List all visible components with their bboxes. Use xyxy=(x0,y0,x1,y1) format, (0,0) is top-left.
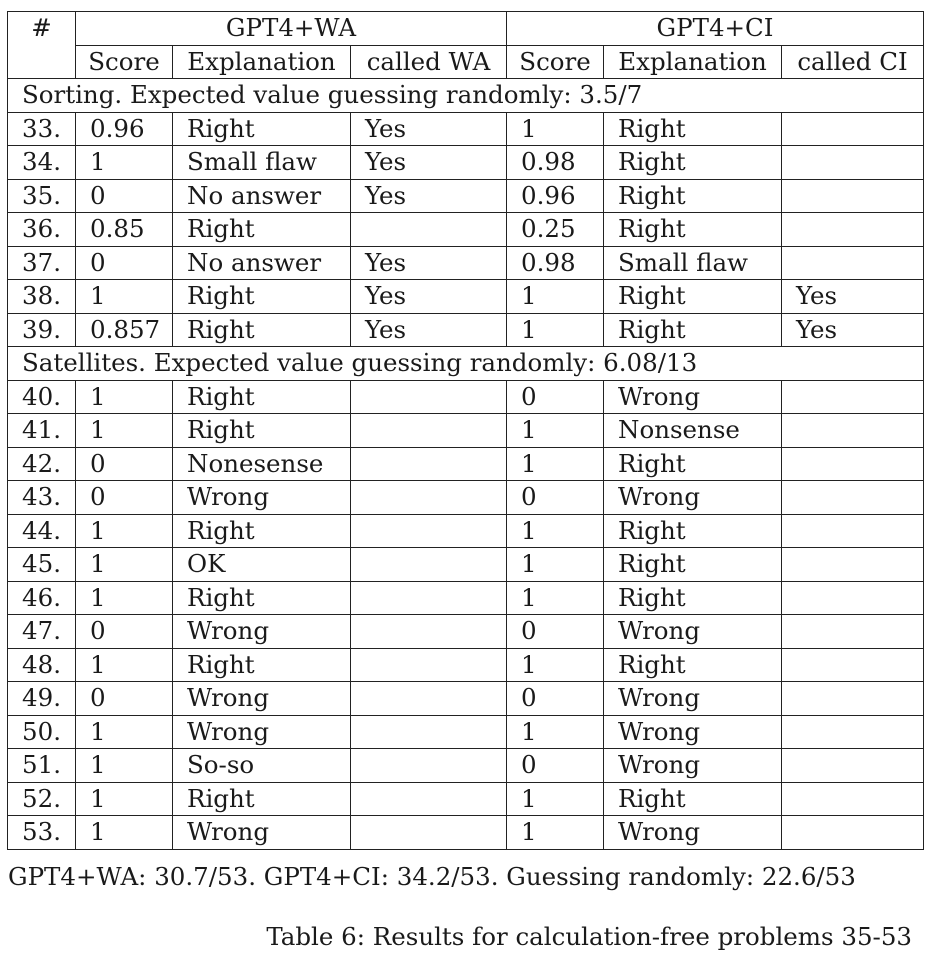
ci-called-cell xyxy=(782,514,924,548)
header-hash-spacer xyxy=(8,45,76,79)
ci-called-cell xyxy=(782,112,924,146)
wa-score-cell: 1 xyxy=(76,715,173,749)
table-row xyxy=(8,514,924,548)
ci-called-cell xyxy=(782,179,924,213)
wa-score-cell: 1 xyxy=(76,648,173,682)
summary-line: GPT4+WA: 30.7/53. GPT4+CI: 34.2/53. Guessing randomly: 22.6/53 xyxy=(8,862,856,891)
wa-score-cell: 0 xyxy=(76,682,173,716)
ci-score-cell: 0 xyxy=(507,481,604,515)
ci-called-cell xyxy=(782,481,924,515)
ci-explanation-cell: Nonsense xyxy=(604,414,782,448)
wa-score-cell: 0.85 xyxy=(76,213,173,247)
table-row xyxy=(8,715,924,749)
results-table-body xyxy=(8,79,924,850)
header-group-ci: GPT4+CI xyxy=(507,12,924,46)
ci-score-cell: 1 xyxy=(507,414,604,448)
table-row xyxy=(8,246,924,280)
ci-called-cell xyxy=(782,548,924,582)
ci-called-cell xyxy=(782,816,924,850)
ci-explanation-cell: Wrong xyxy=(604,481,782,515)
wa-score-cell: 0 xyxy=(76,447,173,481)
wa-score-cell: 1 xyxy=(76,816,173,850)
ci-called-cell: Yes xyxy=(782,280,924,314)
ci-explanation-cell: Right xyxy=(604,548,782,582)
row-number-cell: 42. xyxy=(8,447,76,481)
ci-called-cell xyxy=(782,581,924,615)
ci-score-cell: 1 xyxy=(507,447,604,481)
wa-called-cell: Yes xyxy=(351,146,507,180)
ci-score-cell: 0.98 xyxy=(507,246,604,280)
section-title: Satellites. Expected value guessing randomly: 6.08/13 xyxy=(8,347,924,381)
table-row xyxy=(8,146,924,180)
wa-explanation-cell: No answer xyxy=(173,246,351,280)
wa-explanation-cell: Nonesense xyxy=(173,447,351,481)
table-row xyxy=(8,749,924,783)
ci-called-cell xyxy=(782,146,924,180)
ci-explanation-cell: Wrong xyxy=(604,715,782,749)
wa-called-cell xyxy=(351,682,507,716)
wa-called-cell xyxy=(351,615,507,649)
wa-explanation-cell: Small flaw xyxy=(173,146,351,180)
row-number-cell: 40. xyxy=(8,380,76,414)
ci-called-cell xyxy=(782,414,924,448)
ci-score-cell: 0 xyxy=(507,749,604,783)
ci-score-cell: 0 xyxy=(507,380,604,414)
ci-explanation-cell: Right xyxy=(604,112,782,146)
table-row xyxy=(8,179,924,213)
row-number-cell: 37. xyxy=(8,246,76,280)
wa-explanation-cell: Right xyxy=(173,313,351,347)
row-number-cell: 47. xyxy=(8,615,76,649)
wa-score-cell: 1 xyxy=(76,514,173,548)
ci-score-cell: 0 xyxy=(507,682,604,716)
ci-score-cell: 1 xyxy=(507,548,604,582)
wa-explanation-cell: Right xyxy=(173,414,351,448)
ci-explanation-cell: Right xyxy=(604,280,782,314)
row-number-cell: 46. xyxy=(8,581,76,615)
table-row xyxy=(8,313,924,347)
header-ci-called: called CI xyxy=(782,45,924,79)
wa-called-cell xyxy=(351,414,507,448)
ci-explanation-cell: Wrong xyxy=(604,380,782,414)
ci-score-cell: 1 xyxy=(507,816,604,850)
ci-called-cell xyxy=(782,213,924,247)
table-caption: Table 6: Results for calculation-free problems 35-53 xyxy=(266,922,912,951)
wa-called-cell: Yes xyxy=(351,246,507,280)
header-wa-score: Score xyxy=(76,45,173,79)
wa-called-cell xyxy=(351,447,507,481)
section-title: Sorting. Expected value guessing randomly: 3.5/7 xyxy=(8,79,924,113)
wa-called-cell xyxy=(351,782,507,816)
row-number-cell: 53. xyxy=(8,816,76,850)
header-wa-called: called WA xyxy=(351,45,507,79)
ci-explanation-cell: Wrong xyxy=(604,816,782,850)
table-row xyxy=(8,447,924,481)
wa-score-cell: 1 xyxy=(76,414,173,448)
wa-called-cell xyxy=(351,481,507,515)
wa-called-cell xyxy=(351,213,507,247)
wa-called-cell xyxy=(351,715,507,749)
table-row xyxy=(8,782,924,816)
ci-explanation-cell: Small flaw xyxy=(604,246,782,280)
ci-score-cell: 0 xyxy=(507,615,604,649)
ci-called-cell: Yes xyxy=(782,313,924,347)
table-row xyxy=(8,816,924,850)
row-number-cell: 45. xyxy=(8,548,76,582)
header-hash: # xyxy=(8,12,76,46)
section-header-row xyxy=(8,79,924,113)
row-number-cell: 44. xyxy=(8,514,76,548)
ci-called-cell xyxy=(782,615,924,649)
table-row xyxy=(8,615,924,649)
wa-explanation-cell: Wrong xyxy=(173,481,351,515)
results-table-container xyxy=(7,11,923,850)
ci-score-cell: 0.96 xyxy=(507,179,604,213)
wa-called-cell: Yes xyxy=(351,280,507,314)
wa-score-cell: 0.96 xyxy=(76,112,173,146)
ci-called-cell xyxy=(782,447,924,481)
row-number-cell: 50. xyxy=(8,715,76,749)
table-row xyxy=(8,481,924,515)
wa-score-cell: 1 xyxy=(76,380,173,414)
wa-explanation-cell: OK xyxy=(173,548,351,582)
row-number-cell: 48. xyxy=(8,648,76,682)
wa-explanation-cell: Right xyxy=(173,280,351,314)
table-row xyxy=(8,648,924,682)
ci-explanation-cell: Right xyxy=(604,179,782,213)
row-number-cell: 41. xyxy=(8,414,76,448)
wa-explanation-cell: Right xyxy=(173,380,351,414)
wa-called-cell: Yes xyxy=(351,313,507,347)
table-row xyxy=(8,213,924,247)
table-row xyxy=(8,280,924,314)
header-ci-explanation: Explanation xyxy=(604,45,782,79)
ci-explanation-cell: Right xyxy=(604,313,782,347)
table-row xyxy=(8,682,924,716)
ci-explanation-cell: Right xyxy=(604,213,782,247)
ci-score-cell: 1 xyxy=(507,581,604,615)
row-number-cell: 51. xyxy=(8,749,76,783)
wa-score-cell: 0 xyxy=(76,481,173,515)
ci-called-cell xyxy=(782,682,924,716)
ci-explanation-cell: Right xyxy=(604,648,782,682)
wa-explanation-cell: Wrong xyxy=(173,615,351,649)
header-group-wa: GPT4+WA xyxy=(76,12,507,46)
row-number-cell: 39. xyxy=(8,313,76,347)
wa-called-cell xyxy=(351,816,507,850)
wa-called-cell xyxy=(351,749,507,783)
wa-score-cell: 0 xyxy=(76,246,173,280)
ci-score-cell: 1 xyxy=(507,782,604,816)
wa-explanation-cell: Right xyxy=(173,514,351,548)
ci-score-cell: 1 xyxy=(507,514,604,548)
ci-explanation-cell: Right xyxy=(604,447,782,481)
ci-explanation-cell: Right xyxy=(604,514,782,548)
wa-score-cell: 1 xyxy=(76,146,173,180)
wa-explanation-cell: Right xyxy=(173,112,351,146)
wa-explanation-cell: Wrong xyxy=(173,816,351,850)
row-number-cell: 43. xyxy=(8,481,76,515)
wa-called-cell xyxy=(351,380,507,414)
wa-score-cell: 1 xyxy=(76,581,173,615)
table-row xyxy=(8,581,924,615)
row-number-cell: 33. xyxy=(8,112,76,146)
ci-explanation-cell: Right xyxy=(604,782,782,816)
ci-explanation-cell: Wrong xyxy=(604,615,782,649)
ci-score-cell: 0.98 xyxy=(507,146,604,180)
ci-score-cell: 0.25 xyxy=(507,213,604,247)
wa-score-cell: 1 xyxy=(76,749,173,783)
table-row xyxy=(8,380,924,414)
header-row-groups xyxy=(8,12,924,46)
wa-called-cell xyxy=(351,514,507,548)
ci-explanation-cell: Wrong xyxy=(604,749,782,783)
row-number-cell: 36. xyxy=(8,213,76,247)
wa-score-cell: 1 xyxy=(76,548,173,582)
ci-score-cell: 1 xyxy=(507,280,604,314)
wa-score-cell: 1 xyxy=(76,280,173,314)
wa-called-cell xyxy=(351,648,507,682)
header-wa-explanation: Explanation xyxy=(173,45,351,79)
wa-explanation-cell: Right xyxy=(173,213,351,247)
ci-score-cell: 1 xyxy=(507,715,604,749)
wa-called-cell xyxy=(351,548,507,582)
row-number-cell: 38. xyxy=(8,280,76,314)
ci-called-cell xyxy=(782,380,924,414)
ci-score-cell: 1 xyxy=(507,112,604,146)
table-row xyxy=(8,112,924,146)
ci-called-cell xyxy=(782,246,924,280)
header-row-columns xyxy=(8,45,924,79)
wa-explanation-cell: No answer xyxy=(173,179,351,213)
wa-called-cell: Yes xyxy=(351,179,507,213)
ci-explanation-cell: Right xyxy=(604,581,782,615)
wa-called-cell: Yes xyxy=(351,112,507,146)
row-number-cell: 34. xyxy=(8,146,76,180)
row-number-cell: 35. xyxy=(8,179,76,213)
ci-score-cell: 1 xyxy=(507,648,604,682)
wa-explanation-cell: Wrong xyxy=(173,682,351,716)
ci-called-cell xyxy=(782,715,924,749)
wa-score-cell: 1 xyxy=(76,782,173,816)
table-row xyxy=(8,414,924,448)
wa-called-cell xyxy=(351,581,507,615)
row-number-cell: 52. xyxy=(8,782,76,816)
wa-explanation-cell: Right xyxy=(173,648,351,682)
wa-score-cell: 0.857 xyxy=(76,313,173,347)
ci-score-cell: 1 xyxy=(507,313,604,347)
wa-score-cell: 0 xyxy=(76,179,173,213)
results-table xyxy=(7,11,924,850)
wa-explanation-cell: Right xyxy=(173,782,351,816)
ci-explanation-cell: Wrong xyxy=(604,682,782,716)
ci-called-cell xyxy=(782,648,924,682)
wa-explanation-cell: Wrong xyxy=(173,715,351,749)
wa-explanation-cell: Right xyxy=(173,581,351,615)
ci-explanation-cell: Right xyxy=(604,146,782,180)
section-header-row xyxy=(8,347,924,381)
wa-explanation-cell: So-so xyxy=(173,749,351,783)
row-number-cell: 49. xyxy=(8,682,76,716)
ci-called-cell xyxy=(782,749,924,783)
header-ci-score: Score xyxy=(507,45,604,79)
wa-score-cell: 0 xyxy=(76,615,173,649)
table-row xyxy=(8,548,924,582)
ci-called-cell xyxy=(782,782,924,816)
